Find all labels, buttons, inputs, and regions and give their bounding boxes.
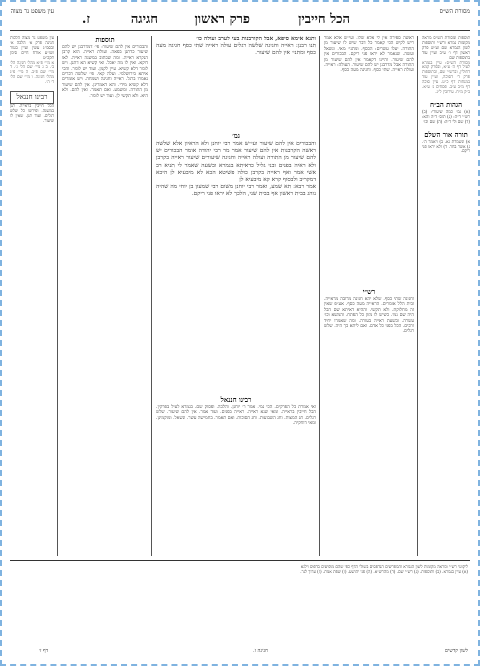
right-sidebar-text: תוספות ומסורת הש״ס מראה מקומות גמרא ורש״י ותוספות לשון הגמרא שם וע״ש פרק ראשון דף ו׳ ע״ב ועיין עוד בתוספות שם (422, 36, 470, 60)
left-sidebar-lower-text: הכל חייבין בראייה. תנן במשנה. ופירשו כל שלש רגלים. ועוד תנן. שאין לו שיעור. (10, 103, 54, 123)
right-notes-text: (א) גמ׳ כמה שיעורי: (ב) רש״י ד״ה: (ג) תוס׳ ד״ה והא: (ד) שם ולי ד״ה: (ה) שם וכו׳ (422, 108, 470, 124)
right-notes-label: הגהות הב״ח (429, 100, 463, 109)
tosafot-column (62, 36, 148, 556)
gemara-label: גמ׳ (232, 132, 240, 140)
header-rule (10, 30, 470, 31)
rashi-lower-text: וחגיגה שתי כסף. שלא יהא חגיגה מרובה מראייה. ובית הלל אומרים. הראייה מעה כסף. אע״פ שאין זה מחלוקת. ולא תקשי. וההיא דאיתא שם הכל היה שם נמי. כשיש לו מזון כל הפתח. והמשא וכו׳ עשרה. ובשעת ראייה בעזרה. ומה שאמרו יחיד ורבים. הכל בפני כל אדם. ואם ליתא כך היה. שלש רגלים. (324, 297, 414, 335)
tosafot-label: תוספות (95, 36, 115, 44)
folio-number: ז. (81, 12, 90, 27)
left-column-divider (57, 36, 58, 556)
left-sidebar-text: עין משפט נר מצוה הלכות חגיגה פרק א׳ הלכה א׳ ובסמ״ג עשין ועיין בטור ושו״ע אורח חיים סימן תקכ״ט (10, 36, 54, 60)
footnotes-filler: (א) עיין בגמרא. (ב) ותוספות. (ג) רש״י שם. (ד) מהרש״א. (ה) פני יהושע. (ו) שפת אמת. (ז) ערוך לנר. (300, 569, 468, 574)
rabbeinu-chananel-main-label: רבינו חננאל (220, 396, 252, 404)
tosafot-text: והבכורים אין להם שיעור: פי׳ דמדרבנן יש להם שיעור כדתנן בפאה. ועולת ראייה. הוא קרבן הנקרא ראייה. ומה שכתוב במשנה ראייה. לאו דוקא. ואין לו מה יאכל. ואי קשיא הא דתנן. ויש לומר דלא קשיא. עיין לקמן. ועוד יש לומר. והכי איתא בירושלמי. ועלה קאי. פי׳ שלשה דברים נאמרו ברגל. ראייה וחגיגה ושמחה. ויש אומרים דלא קשיא מידי. והא דאמרינן. אין להם שיעור מן התורה. ומשמע. ואם תאמר. ואין להם. ולא היא. ולא תקשי לן. ועוד יש לומר. (62, 45, 148, 99)
footnotes-text: ליקוטי רש״י ומראה מקומות לשון הגמרא והמפרשים הנדפסים בשולי הדף כפי שהם מופיעים בדפוס וילנא (300, 564, 468, 569)
footnote-rule (10, 560, 470, 561)
footnotes-block (12, 564, 468, 644)
gemara-top-text: תנו רבנן: ראייה וחגיגה שלשה רגלים עולה ראייה שתי כסף חגיגה מעה כסף ומתני׳ אין להם שיעור. (156, 43, 316, 57)
gemara-body-continued: אמר רבא: תא שמע, ואמר רבי יוחנן משום רבי שמעון בן יוחי מה שהיה נוהג בבית ראשון אף בבית שני, הלכך לא יראו פני ריקם. (156, 184, 316, 198)
page-footer (12, 648, 468, 656)
rashi-divider (319, 36, 320, 556)
rashi-lower-label: רש״י (362, 288, 376, 296)
right-sidebar-column (422, 36, 470, 556)
right-bottom-text: א) ונשמרת נא. ב) ויאמר ה׳. ג) אשר בחר. ד) ולא יראו פני ריקם. (422, 138, 470, 154)
gemara-top-block (156, 36, 316, 130)
gemara-body-text: והבכורים אין להם שיעור ועי״ש אמר רבי יוחנן ולא הראיון אלא שלשה ראשה הקרבנות אין להם שיעור אמר מר רבי יהודה אומר הבכורים יש להם שיעור מן התורה ועולה ראייה וחגיגה שיעורים שיעור ראייה בקרבן ולא ראיה בפנים ובני גליל כדאיתא בגמרא ובשעה שאמר לי תניא רב אשי אמר ואף ראייה בקרבן כולה פשיטא הכא לא מיבעיא לן היכא דמקריב ולבסוף קרא קא מיבעיא לן (156, 141, 316, 184)
right-bottom-label: תורה אור השלם (424, 130, 468, 139)
right-sidebar-filler-text: מסורת הש״ס: עיין בגמרא לעיל דף ה׳ ע״א, ובפרק קמא דחולין, וברש״י שם, ובתוספות פרק ד׳ דסוכה, ועיין עוד במנחות דף כ״ט. עיין סוכה דף מ״ב ע״ב. פסחים ג׳ ע״א. ב״ק מ״ח. עירובין ל״ג. (422, 59, 470, 94)
footer-center: חגיגה ז. (252, 648, 268, 654)
footer-left: דף ז׳ (38, 648, 48, 654)
chapter-title: הכל חייבין (298, 12, 350, 27)
gemara-main-block (156, 132, 316, 392)
tractate-title: חגיגה (130, 12, 158, 27)
rashi-lower-column (324, 288, 414, 556)
perek-title: פרק ראשון (194, 12, 250, 27)
page-header (10, 8, 470, 30)
ein-mishpat-heading: עין משפט נר מצוה (10, 8, 54, 15)
masoret-hashas-heading: מסורת הש״ס (439, 8, 470, 15)
left-box-label: רבינו חננאל (10, 91, 54, 104)
rashi-upper-text: ראשה ספירה אין לי אלא שלו. ועי״ש אלא אמר ריש לקיש הכי קאמר כל דבר שיש לו שיעור מן התורה. יעלו עשרים: הכסף. ומתני׳ מאי. ונשאל ועשה. שנאמר לא יראו פני ריקם. הבכורים אין להם שיעור. והיינו דקאמר אין להם שיעור מן התורה אבל מדרבנן יש להם שיעור. העולה: ראייה. ועולת ראייה. שתי כסף. וחגיגה מעה כסף. (324, 36, 414, 74)
footer-right: לשון קדשים (444, 648, 468, 654)
left-sidebar-column (10, 36, 54, 556)
rashi-upper-column (324, 36, 414, 284)
left-sidebar-filler: א מיי׳ פ״א מהל׳ חגיגה הל׳ ב׳. ב ג מיי׳ שם הל׳ ג׳. ד מיי׳ שם פ״ב. ה מיי׳ פ״ג מהל׳ חגיגה. ו מיי׳ שם הל׳ ד׳ ה׳. (10, 59, 54, 85)
gemara-intro-text: ותנא אימא סיפא, אבל הקורבנות בעי לערב ועולה כו׳ (196, 36, 316, 42)
gemara-lower-block (156, 396, 316, 556)
gemara-lower-text: ואי אמרת כל הפרקים. הכי נמי. אמר ר׳ יוחנן. והלכה. ופסוק שם. בגמרא לעיל בפרקין. הכל חייבין בראייה. ומאי שנא ראייה. ראייה בפנים. ועוד אמר. אין להם שיעור. שלש רגלים. חג המצות. וחג השבועות. וחג הסוכות. ואם תאמר. בחמישה עשר. ונשאל. ומוקמינן. ומאי דוחקיה. (156, 405, 316, 427)
gemara-left-divider (151, 36, 152, 556)
right-column-divider (417, 36, 418, 556)
